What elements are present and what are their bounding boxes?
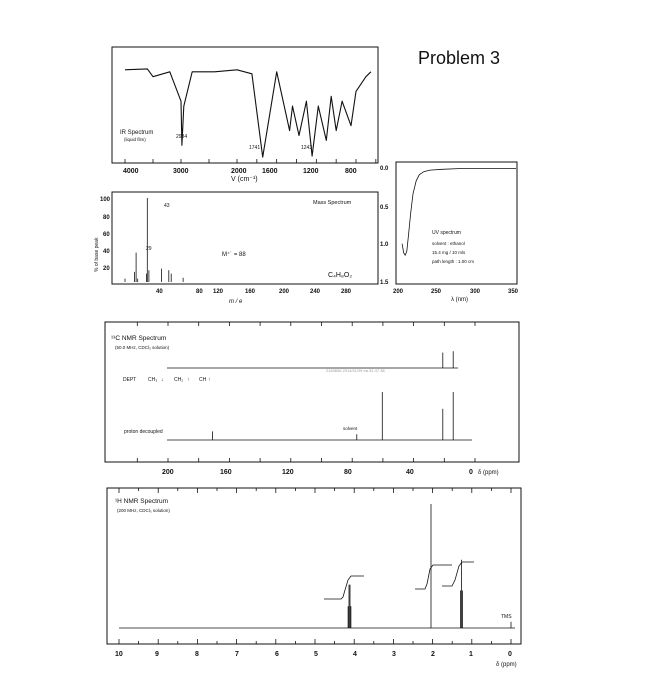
h1-xtick-label: 5: [314, 651, 318, 658]
c13-xtick-label: 200: [162, 469, 174, 476]
uv-xlabel: λ (nm): [451, 297, 468, 303]
uv-ytick-label: 0.5: [380, 205, 389, 211]
h1-xtick-label: 3: [392, 651, 396, 658]
ms-ytick-label: 20: [103, 266, 110, 272]
h1-integral-quartet: [324, 576, 364, 599]
ir-trace: [125, 69, 371, 157]
dept-label: DEPT: [123, 377, 137, 383]
uv-ytick-label: 0.0: [380, 166, 389, 172]
dept-ch2-label: CH₂: [174, 377, 184, 383]
uv-xtick-label: 200: [393, 289, 404, 295]
ir-axis-label: V (cm⁻¹): [231, 176, 258, 183]
ir-peak-label-2984: 2984: [176, 134, 188, 140]
ms-xtick-label: 80: [196, 289, 203, 295]
h1-xtick-label: 4: [353, 651, 357, 658]
ir-label: IR Spectrum: [120, 130, 154, 136]
uv-ytick-label: 1.5: [380, 280, 389, 286]
h1-integral-singlet: [415, 565, 452, 589]
dept-ch3-arrow-icon: ↓: [161, 377, 164, 383]
c13-xtick-label: 160: [220, 469, 232, 476]
c13-subtitle: (50.0 MHz, CDCl₃ solution): [115, 345, 170, 350]
h1-peaks: [348, 504, 511, 628]
c13-xtick-label: 120: [282, 469, 294, 476]
ms-label: Mass Spectrum: [313, 200, 352, 206]
ir-frame: [112, 47, 378, 163]
ms-ytick-label: 40: [103, 249, 110, 255]
uv-spectrum-panel: [380, 162, 519, 303]
uv-ytick-label: 1.0: [380, 242, 389, 248]
ir-peak-label-1741: 1741: [249, 145, 261, 151]
h1-xtick-label: 0: [508, 651, 512, 658]
ms-peaks: [125, 198, 183, 282]
h1-nmr-panel: [107, 488, 521, 668]
ir-axis-ticks: [125, 159, 376, 163]
c13-solvent-label: solvent: [343, 426, 358, 431]
ir-tick-label: 4000: [123, 168, 139, 175]
h1-subtitle: (200 MHz, CDCl₃ solution): [117, 508, 170, 513]
ir-peak-label-1243: 1243: [301, 145, 313, 151]
c13-frame-ticks: [137, 322, 475, 462]
ir-sublabel: (liquid film): [124, 137, 146, 142]
dept-ch2-arrow-icon: ↑: [187, 377, 190, 383]
uv-frame: [396, 162, 517, 284]
h1-xtick-label: 7: [235, 651, 239, 658]
uv-xtick-label: 250: [431, 289, 442, 295]
mass-spectrum-panel: [94, 192, 378, 305]
problem-title: Problem 3: [418, 48, 501, 68]
c13-decoupled-label: proton decoupled: [124, 429, 163, 435]
ir-tick-label: 2000: [231, 168, 247, 175]
ms-xtick-label: 40: [156, 289, 163, 295]
dept-peaks: [443, 351, 453, 368]
h1-xtick-label: 2: [431, 651, 435, 658]
h1-tms-label: TMS: [501, 614, 512, 620]
ms-peak-label-43: 43: [164, 203, 170, 209]
ms-xtick-label: 200: [279, 289, 290, 295]
uv-label: UV spectrum: [432, 230, 461, 236]
c13-title: ¹³C NMR Spectrum: [111, 335, 167, 342]
h1-xtick-label: 6: [275, 651, 279, 658]
c13-stamp: 2163656 2014/11/29 ea.31.47.38: [326, 368, 385, 373]
ir-spectrum-panel: [112, 47, 378, 183]
h1-xtick-label: 8: [195, 651, 199, 658]
ir-tick-label: 1200: [303, 168, 319, 175]
ms-ytick-label: 100: [100, 197, 111, 203]
ms-xtick-label: 160: [245, 289, 256, 295]
ms-xtick-label: 120: [213, 289, 224, 295]
ms-ytick-label: 60: [103, 232, 110, 238]
c13-axis-label: δ (ppm): [478, 470, 499, 476]
h1-axis-label: δ (ppm): [496, 662, 517, 668]
h1-title: ¹H NMR Spectrum: [115, 498, 169, 505]
ir-tick-label: 3000: [173, 168, 189, 175]
h1-xtick-label: 1: [469, 651, 473, 658]
uv-path: path length : 1.00 cm: [432, 259, 475, 264]
c13-nmr-panel: [105, 322, 519, 476]
h1-frame-ticks: [119, 488, 511, 644]
h1-integral-triplet: [442, 562, 474, 586]
ir-tick-label: 800: [345, 168, 357, 175]
ir-tick-label: 1600: [262, 168, 278, 175]
dept-ch-arrow-icon: ↑: [208, 377, 211, 383]
c13-frame: [105, 322, 519, 462]
uv-solvent: solvent : ethanol: [432, 241, 465, 246]
uv-conc: 15.4 mg / 10 mls: [432, 250, 466, 255]
c13-xtick-label: 80: [344, 469, 352, 476]
ms-ytick-label: 80: [103, 215, 110, 221]
ms-formula: C₄H₈O₂: [328, 272, 353, 279]
ms-peak-label-29: 29: [146, 246, 152, 252]
ms-molecular-ion: M⁺˙ = 88: [222, 252, 246, 258]
c13-xtick-label: 0: [469, 469, 473, 476]
dept-ch3-label: CH₃: [148, 377, 158, 383]
ms-xlabel: m / e: [229, 299, 243, 305]
ms-ylabel: % of base peak: [94, 237, 100, 272]
c13-peaks: [213, 392, 454, 440]
c13-xtick-label: 40: [406, 469, 414, 476]
ms-xtick-label: 280: [341, 289, 352, 295]
uv-xtick-label: 300: [470, 289, 481, 295]
uv-xtick-label: 350: [508, 289, 519, 295]
h1-xtick-label: 10: [115, 651, 123, 658]
h1-xtick-label: 9: [155, 651, 159, 658]
ms-xtick-label: 240: [310, 289, 321, 295]
dept-ch-label: CH: [199, 377, 207, 383]
